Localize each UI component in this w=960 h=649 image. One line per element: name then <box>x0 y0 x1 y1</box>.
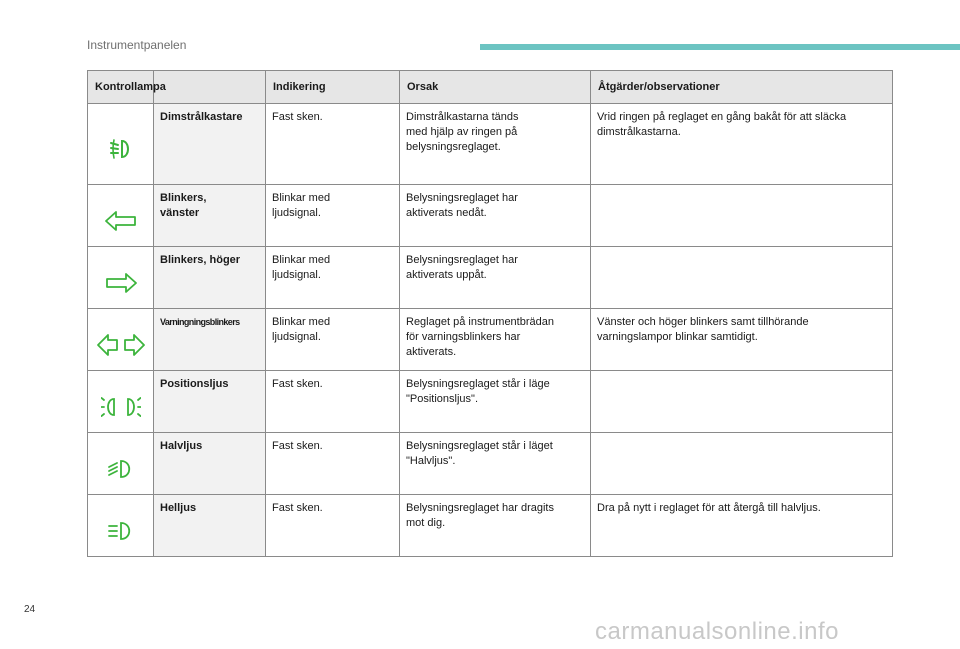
cause-cell: Belysningsreglaget har aktiverats uppåt. <box>400 247 591 309</box>
lamp-name: Blinkers, vänster <box>154 185 266 247</box>
left-indicator-icon <box>104 210 138 232</box>
lamp-name: Varningningsblinkers <box>160 317 240 327</box>
icon-cell <box>88 247 154 309</box>
icon-cell <box>88 371 154 433</box>
right-indicator-icon <box>104 272 138 294</box>
action-cell: Dra på nytt i reglaget för att återgå till halvljus. <box>591 495 893 557</box>
table-row <box>88 247 893 309</box>
section-title: Instrumentpanelen <box>87 38 187 52</box>
cause-cell: Belysningsreglaget har dragits mot dig. <box>400 495 591 557</box>
icon-cell <box>88 309 154 371</box>
column-header-indikering: Indikering <box>266 71 400 104</box>
indication-cell: Fast sken. <box>266 433 400 495</box>
table-header-row <box>88 71 893 104</box>
table-row <box>88 433 893 495</box>
column-header-indikering-spacer <box>154 71 266 104</box>
icon-cell <box>88 104 154 185</box>
column-header-orsak: Orsak <box>400 71 591 104</box>
table-row <box>88 371 893 433</box>
lamp-name: Halvljus <box>154 433 266 495</box>
warning-lights-table <box>87 70 893 557</box>
lamp-name: Blinkers, höger <box>154 247 266 309</box>
lamp-name-cell <box>154 309 266 371</box>
indication-cell: Fast sken. <box>266 371 400 433</box>
table-row <box>88 495 893 557</box>
indication-cell: Fast sken. <box>266 104 400 185</box>
action-cell <box>591 247 893 309</box>
indication-cell: Blinkar med ljudsignal. <box>266 185 400 247</box>
front-fog-light-icon <box>108 138 134 160</box>
position-lights-icon <box>101 396 141 418</box>
cause-cell: Belysningsreglaget har aktiverats nedåt. <box>400 185 591 247</box>
lamp-name: Dimstrålkastare <box>154 104 266 185</box>
icon-cell <box>88 433 154 495</box>
header-accent-bar <box>480 44 960 50</box>
column-header-kontrollampa: Kontrollampa <box>88 71 154 104</box>
column-header-atgarder: Åtgärder/observationer <box>591 71 893 104</box>
main-beam-icon <box>106 520 136 542</box>
indication-cell: Blinkar med ljudsignal. <box>266 247 400 309</box>
table-row <box>88 104 893 185</box>
lamp-name: Positionsljus <box>154 371 266 433</box>
icon-cell <box>88 185 154 247</box>
indication-cell: Fast sken. <box>266 495 400 557</box>
icon-cell <box>88 495 154 557</box>
action-cell <box>591 371 893 433</box>
cause-cell: Dimstrålkastarna tänds med hjälp av ringen på belysningsreglaget. <box>400 104 591 185</box>
cause-cell: Reglaget på instrumentbrädan för varningsblinkers har aktiverats. <box>400 309 591 371</box>
action-cell <box>591 185 893 247</box>
cause-cell: Belysningsreglaget står i läget "Halvljus". <box>400 433 591 495</box>
indication-cell: Blinkar med ljudsignal. <box>266 309 400 371</box>
action-cell <box>591 433 893 495</box>
cause-cell: Belysningsreglaget står i läge "Positionsljus". <box>400 371 591 433</box>
action-cell: Vänster och höger blinkers samt tillhörande varningslampor blinkar samtidigt. <box>591 309 893 371</box>
dipped-beam-icon <box>106 458 136 480</box>
lamp-name: Helljus <box>154 495 266 557</box>
table-row <box>88 309 893 371</box>
hazard-lights-icon <box>96 332 146 358</box>
action-cell: Vrid ringen på reglaget en gång bakåt för att släcka dimstrålkastarna. <box>591 104 893 185</box>
watermark: carmanualsonline.info <box>595 618 839 645</box>
page-number: 24 <box>24 604 36 615</box>
table-row <box>88 185 893 247</box>
